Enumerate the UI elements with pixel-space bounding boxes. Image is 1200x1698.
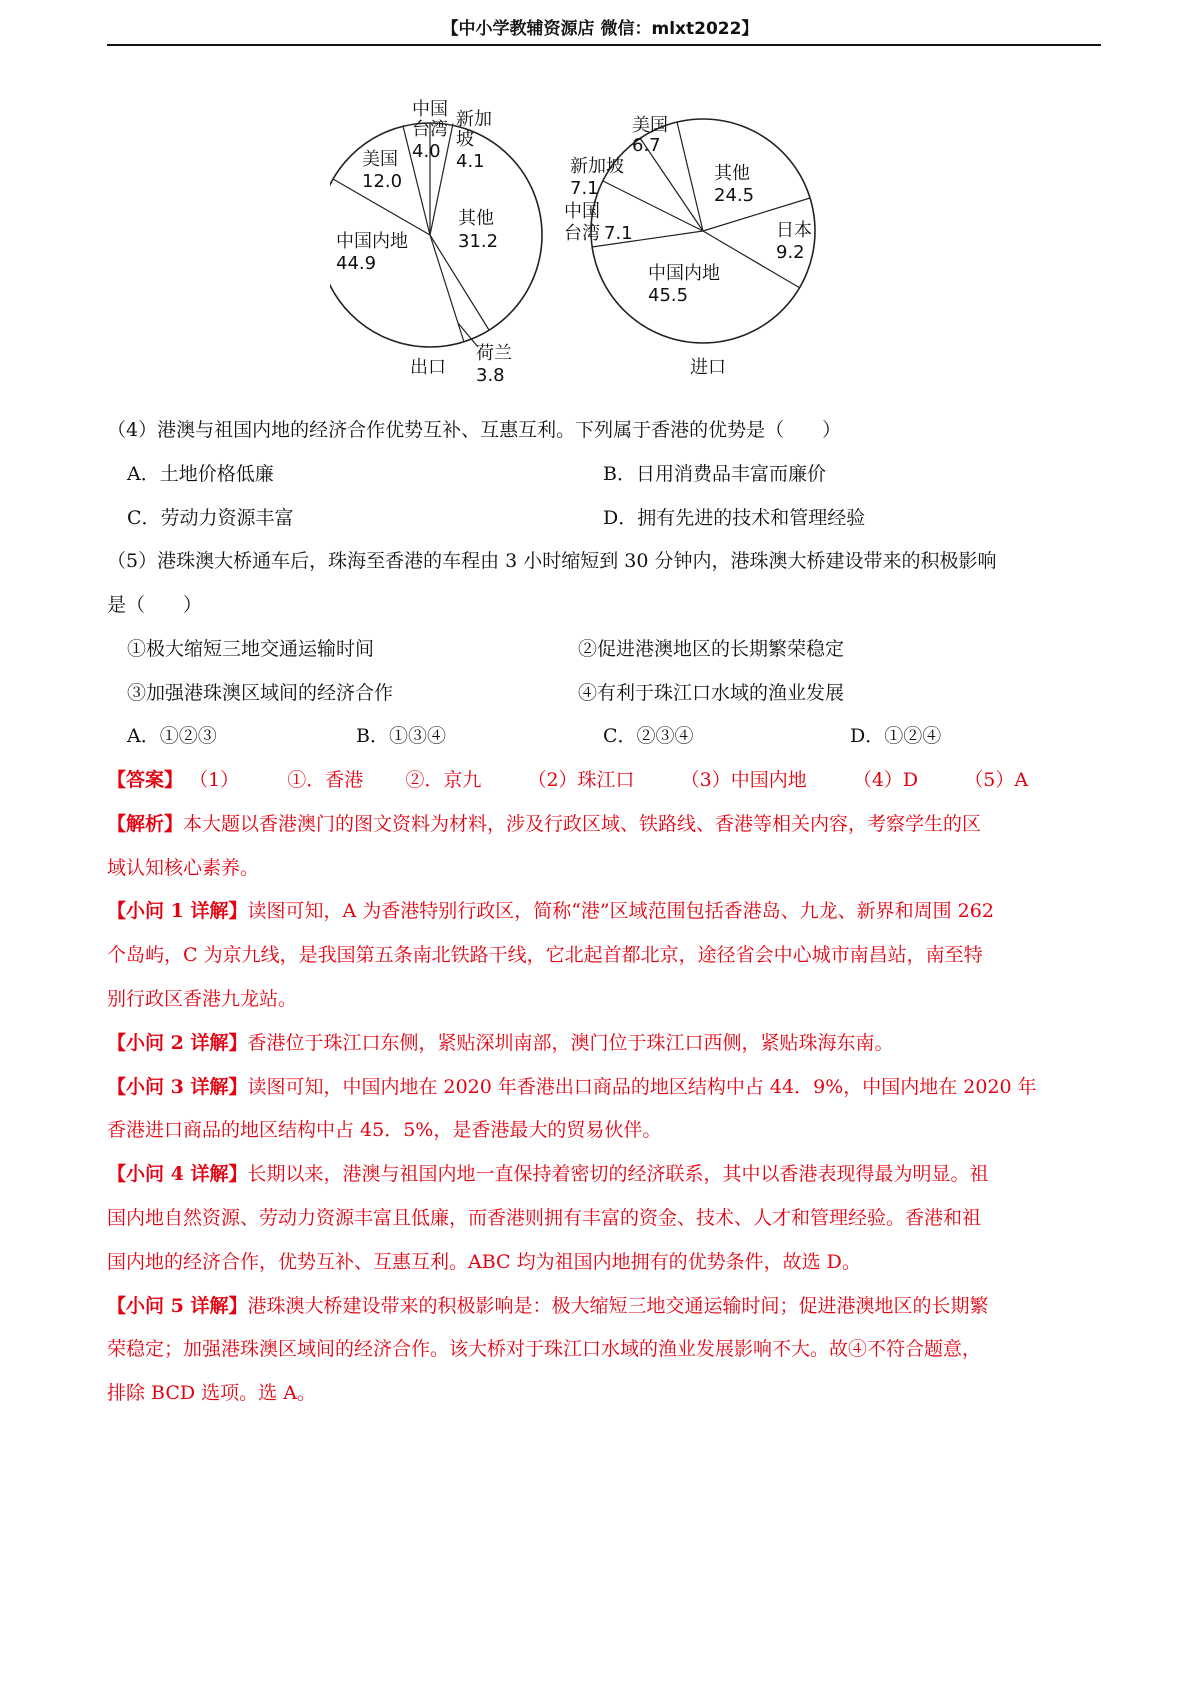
detail-4-line xyxy=(107,1162,988,1186)
detail-4-text: 长期以来，港澳与祖国内地一直保持着密切的经济联系，其中以香港表现得最为明显。祖 xyxy=(247,1163,989,1185)
analysis-line xyxy=(107,812,981,836)
detail-1-text: 个岛屿，C 为京九线，是我国第五条南北铁路干线，它北起首都北京，途径省会中心城市南昌站，南至特 xyxy=(107,944,983,966)
question-5-stem: 是（ ） xyxy=(107,594,203,616)
detail-3-text: 香港进口商品的地区结构中占 45．5%，是香港最大的贸易伙伴。 xyxy=(107,1119,662,1141)
analysis-text: 域认知核心素养。 xyxy=(107,857,260,879)
answer-item: （5）A xyxy=(964,769,1029,791)
export-slice-label: 荷兰 xyxy=(476,343,512,364)
detail-5-line xyxy=(107,1294,988,1318)
question-4-option-a: A．土地价格低廉 xyxy=(127,463,274,485)
import-slice-label: 中国 xyxy=(564,201,600,222)
answer-item: （4）D xyxy=(852,769,919,791)
detail-2-label: 【小问 2 详解】 xyxy=(107,1032,248,1054)
export-pie xyxy=(330,99,542,386)
detail-5-text: 港珠澳大桥建设带来的积极影响是：极大缩短三地交通运输时间；促进港澳地区的长期繁 xyxy=(247,1295,989,1317)
detail-3-label: 【小问 3 详解】 xyxy=(107,1076,248,1098)
question-5-statement: ②促进港澳地区的长期繁荣稳定 xyxy=(578,638,845,660)
export-slice-label: 新加 xyxy=(456,109,492,130)
import-slice-label: 日本 xyxy=(776,220,812,241)
analysis-label: 【解析】 xyxy=(107,813,184,835)
answer-item: ①．香港 xyxy=(287,769,364,791)
page-header: 【中小学教辅资源店 微信：mlxt2022】 xyxy=(441,19,759,39)
export-slice-label: 坡 xyxy=(456,129,474,150)
export-slice-value: 4.0 xyxy=(412,141,441,162)
export-slice-value: 4.1 xyxy=(456,151,485,172)
export-slice-value: 44.9 xyxy=(336,253,377,274)
detail-1-line xyxy=(107,899,994,923)
export-chart-label: 出口 xyxy=(410,357,446,378)
import-slice-label: 台湾 xyxy=(564,223,600,244)
question-4-option-b: B．日用消费品丰富而廉价 xyxy=(603,463,826,485)
import-slice-label: 其他 xyxy=(714,163,750,184)
import-slice-value: 6.7 xyxy=(632,135,661,156)
import-slice-value: 24.5 xyxy=(714,185,755,206)
answer-item: （2）珠江口 xyxy=(527,769,635,791)
import-pie xyxy=(564,115,815,378)
analysis-text: 本大题以香港澳门的图文资料为材料，涉及行政区域、铁路线、香港等相关内容，考察学生的区 xyxy=(183,813,982,835)
detail-1-text: 别行政区香港九龙站。 xyxy=(107,988,298,1010)
export-slice-label: 台湾 xyxy=(412,119,448,140)
detail-3-text: 读图可知，中国内地在 2020 年香港出口商品的地区结构中占 44．9%，中国内地在 2020 年 xyxy=(247,1076,1037,1098)
detail-3-line xyxy=(107,1075,1037,1099)
question-5-statement: ①极大缩短三地交通运输时间 xyxy=(127,638,375,660)
import-slice-label: 中国内地 xyxy=(648,263,720,284)
question-4-option-c: C．劳动力资源丰富 xyxy=(127,507,294,529)
question-5-option-c: C．②③④ xyxy=(603,725,694,747)
question-5-statement: ③加强港珠澳区域间的经济合作 xyxy=(127,682,394,704)
question-5-option-b: B．①③④ xyxy=(356,725,446,747)
detail-5-text: 荣稳定；加强港珠澳区域间的经济合作。该大桥对于珠江口水域的渔业发展影响不大。故④不符合题意， xyxy=(107,1338,982,1360)
export-slice-value: 12.0 xyxy=(362,171,403,192)
detail-4-label: 【小问 4 详解】 xyxy=(107,1163,248,1185)
detail-5-label: 【小问 5 详解】 xyxy=(107,1295,248,1317)
pie-charts-svg xyxy=(330,95,890,395)
export-slice-label: 中国内地 xyxy=(336,231,408,252)
question-5-option-a: A．①②③ xyxy=(127,725,217,747)
detail-1-text: 读图可知，A 为香港特别行政区，简称“港”区域范围包括香港岛、九龙、新界和周围 262 xyxy=(247,900,994,922)
question-5-option-d: D．①②④ xyxy=(850,725,942,747)
detail-5-text: 排除 BCD 选项。选 A。 xyxy=(107,1382,316,1404)
import-slice-value: 7.1 xyxy=(604,223,633,244)
export-slice-label: 其他 xyxy=(458,208,494,229)
export-slice-value: 31.2 xyxy=(458,231,499,252)
import-slice-label: 美国 xyxy=(632,115,668,136)
answer-item: ②．京九 xyxy=(405,769,482,791)
import-slice-value: 45.5 xyxy=(648,285,689,306)
question-5-statement: ④有利于珠江口水域的渔业发展 xyxy=(578,682,845,704)
export-slice-value: 3.8 xyxy=(476,365,505,386)
export-slice-label: 中国 xyxy=(412,99,448,120)
detail-2-line xyxy=(107,1031,893,1055)
import-chart-label: 进口 xyxy=(690,357,726,378)
answer-item: （3）中国内地 xyxy=(680,769,807,791)
question-4-stem: （4）港澳与祖国内地的经济合作优势互补、互惠互利。下列属于香港的优势是（ ） xyxy=(107,419,842,441)
import-slice-label: 新加坡 xyxy=(570,156,624,177)
import-slice-value: 7.1 xyxy=(570,178,599,199)
detail-1-label: 【小问 1 详解】 xyxy=(107,900,248,922)
import-slice-divider xyxy=(677,122,703,231)
answer-line xyxy=(107,768,1028,792)
question-5-stem: （5）港珠澳大桥通车后，珠海至香港的车程由 3 小时缩短到 30 分钟内，港珠澳大桥建设带来的积极影响 xyxy=(107,550,997,572)
export-slice-label: 美国 xyxy=(362,149,398,170)
import-slice-value: 9.2 xyxy=(776,242,805,263)
answer-label: 【答案】 xyxy=(107,769,184,791)
pie-chart-figure xyxy=(330,95,890,399)
detail-2-text: 香港位于珠江口东侧，紧贴深圳南部，澳门位于珠江口西侧，紧贴珠海东南。 xyxy=(247,1032,894,1054)
header-divider xyxy=(107,44,1101,46)
answer-item: （1） xyxy=(189,769,240,791)
detail-4-text: 国内地自然资源、劳动力资源丰富且低廉，而香港则拥有丰富的资金、技术、人才和管理经验。香港和祖 xyxy=(107,1207,982,1229)
detail-4-text: 国内地的经济合作，优势互补、互惠互利。ABC 均为祖国内地拥有的优势条件，故选 D。 xyxy=(107,1251,861,1273)
question-4-option-d: D．拥有先进的技术和管理经验 xyxy=(603,507,866,529)
